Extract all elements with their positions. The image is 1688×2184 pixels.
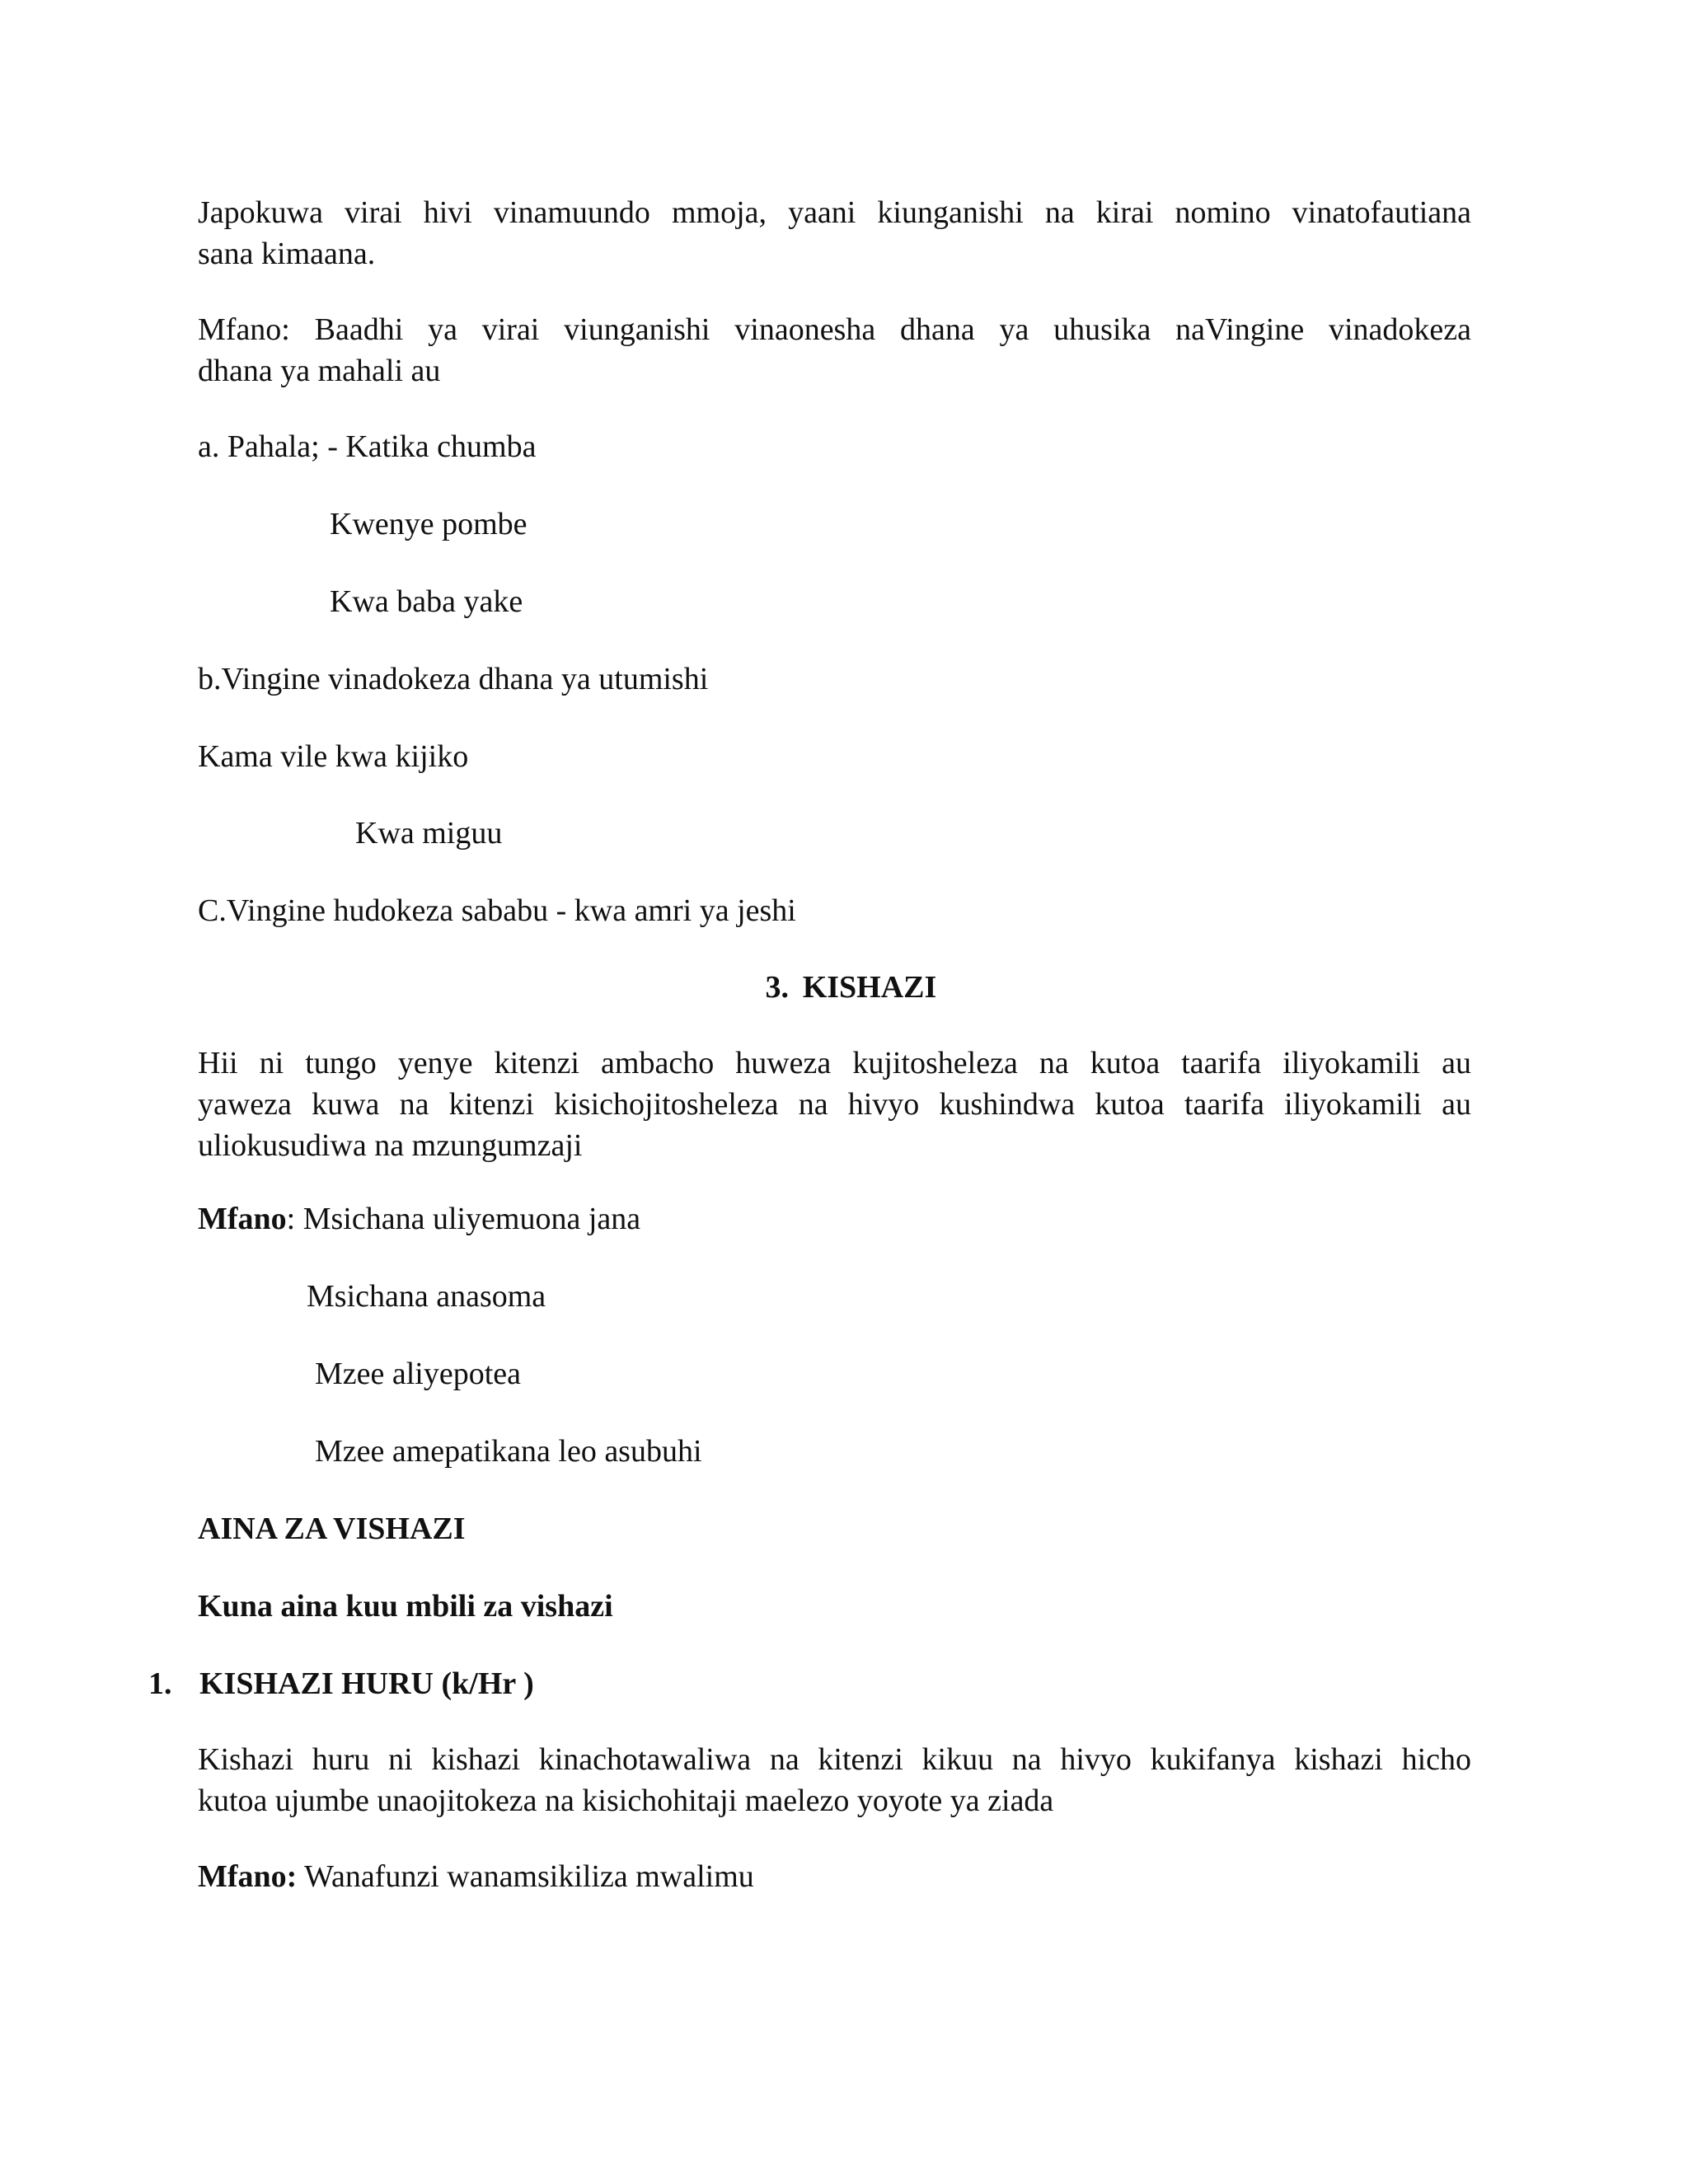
mfano-paragraph bbox=[198, 309, 1471, 391]
list-b-label: b.Vingine vinadokeza dhana ya utumishi bbox=[198, 662, 709, 696]
list-c-label: C.Vingine hudokeza sababu - kwa amri ya jeshi bbox=[198, 893, 796, 928]
section-title: KISHAZI HURU (k/Hr ) bbox=[199, 1666, 534, 1701]
kishazi-def-line-3: uliokusudiwa na mzungumzaji bbox=[198, 1128, 583, 1163]
section-number: 3. bbox=[765, 970, 789, 1005]
kishazi-example-item: Mzee amepatikana leo asubuhi bbox=[315, 1434, 702, 1469]
mfano-label: Mfano bbox=[198, 1202, 287, 1236]
mfano-label: Mfano: bbox=[198, 1859, 298, 1894]
aina-subheading: Kuna aina kuu mbili za vishazi bbox=[198, 1589, 613, 1624]
aina-heading: AINA ZA VISHAZI bbox=[198, 1511, 466, 1546]
mfano-line-1: Mfano: Baadhi ya virai viunganishi vinaonesha dhana ya uhusika naVingine vinadokeza bbox=[198, 312, 1471, 347]
kishazi-example-item: Msichana anasoma bbox=[307, 1279, 546, 1314]
list-b-item: Kwa miguu bbox=[355, 816, 503, 851]
section-heading-kishazi-huru bbox=[148, 1663, 534, 1704]
kishazi-definition bbox=[198, 1043, 1471, 1166]
section-heading-kishazi bbox=[0, 967, 1688, 1008]
kishazi-example-item: Mzee aliyepotea bbox=[315, 1357, 522, 1391]
kishazi-huru-example bbox=[198, 1856, 754, 1897]
intro-paragraph bbox=[198, 192, 1471, 274]
kishazi-def-line-2: yaweza kuwa na kitenzi kisichojitosheleza na hivyo kushindwa kutoa taarifa iliyokamili au bbox=[198, 1087, 1471, 1122]
intro-line-2: sana kimaana. bbox=[198, 237, 376, 271]
example-text: Wanafunzi wanamsikiliza mwalimu bbox=[297, 1859, 754, 1894]
kishazi-example-first bbox=[198, 1198, 640, 1240]
kishazi-def-line-1: Hii ni tungo yenye kitenzi ambacho huweza kujitosheleza na kutoa taarifa iliyokamili au bbox=[198, 1046, 1471, 1080]
list-b-example: Kama vile kwa kijiko bbox=[198, 739, 469, 774]
list-a-item: Kwa baba yake bbox=[330, 584, 523, 619]
list-a-item: Kwenye pombe bbox=[330, 507, 528, 541]
section-title: KISHAZI bbox=[802, 970, 937, 1005]
example-text: : Msichana uliyemuona jana bbox=[286, 1202, 641, 1236]
kishazi-huru-line-1: Kishazi huru ni kishazi kinachotawaliwa na kitenzi kikuu na hivyo kukifanya kishazi hicho bbox=[198, 1742, 1471, 1777]
intro-line-1: Japokuwa virai hivi vinamuundo mmoja, yaani kiunganishi na kirai nomino vinatofautiana bbox=[198, 195, 1471, 230]
kishazi-huru-line-2: kutoa ujumbe unaojitokeza na kisichohitaji maelezo yoyote ya ziada bbox=[198, 1783, 1054, 1818]
list-a-label: a. Pahala; - Katika chumba bbox=[198, 429, 537, 464]
kishazi-huru-definition bbox=[198, 1739, 1471, 1821]
section-number: 1. bbox=[148, 1666, 172, 1701]
mfano-line-2: dhana ya mahali au bbox=[198, 354, 441, 388]
